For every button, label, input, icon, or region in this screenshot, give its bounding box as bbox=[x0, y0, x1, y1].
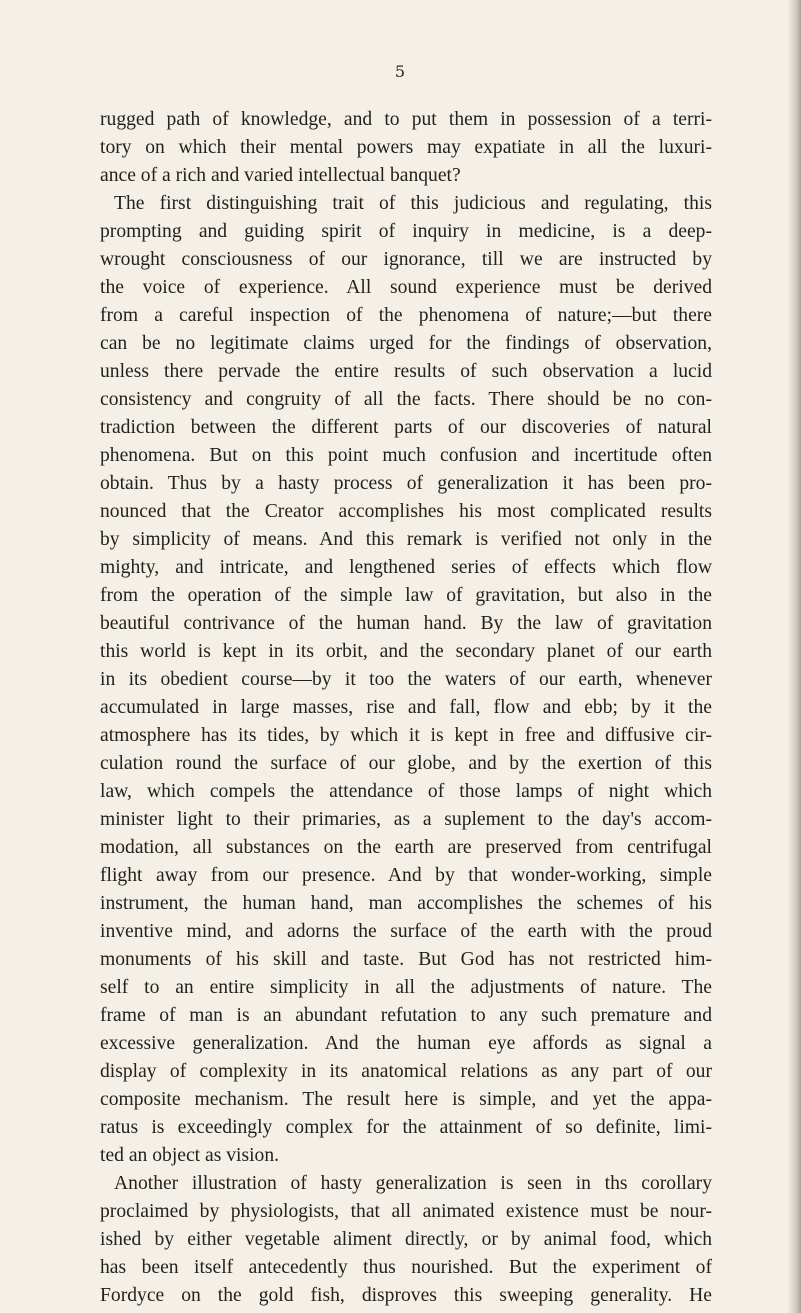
text-line: unless there pervade the entire results of such observation a lucid bbox=[100, 361, 712, 382]
text-line: excessive generalization. And the human eye affords as signal a bbox=[100, 1033, 712, 1054]
text-line: ance of a rich and varied intellectual banquet? bbox=[100, 165, 461, 186]
text-line: rugged path of knowledge, and to put them in possession of a terri- bbox=[100, 109, 712, 130]
text-line: frame of man is an abundant refutation to any such premature and bbox=[100, 1005, 712, 1026]
spine-shadow bbox=[787, 0, 801, 1313]
text-line: ratus is exceedingly complex for the attainment of so definite, limi- bbox=[100, 1117, 712, 1138]
text-line: modation, all substances on the earth are preserved from centrifugal bbox=[100, 837, 712, 858]
text-line: phenomena. But on this point much confusion and incertitude often bbox=[100, 445, 712, 466]
text-line: nounced that the Creator accomplishes his most complicated results bbox=[100, 501, 712, 522]
text-line: mighty, and intricate, and lengthened series of effects which flow bbox=[100, 557, 712, 578]
text-line: prompting and guiding spirit of inquiry in medicine, is a deep- bbox=[100, 221, 712, 242]
text-line: composite mechanism. The result here is simple, and yet the appa- bbox=[100, 1089, 712, 1110]
text-line: tradiction between the different parts of our discoveries of natural bbox=[100, 417, 712, 438]
text-line: instrument, the human hand, man accomplishes the schemes of his bbox=[100, 893, 712, 914]
text-line: minister light to their primaries, as a suplement to the day's accom- bbox=[100, 809, 712, 830]
body-text bbox=[100, 106, 712, 1310]
text-line: self to an entire simplicity in all the adjustments of nature. The bbox=[100, 977, 712, 998]
text-line: accumulated in large masses, rise and fall, flow and ebb; by it the bbox=[100, 697, 712, 718]
paragraph-start-line: Another illustration of hasty generalization is seen in ths corollary bbox=[114, 1173, 712, 1194]
text-line: the voice of experience. All sound experience must be derived bbox=[100, 277, 712, 298]
text-line: in its obedient course—by it too the waters of our earth, whenever bbox=[100, 669, 712, 690]
text-line: can be no legitimate claims urged for the findings of observation, bbox=[100, 333, 712, 354]
page-number: 5 bbox=[394, 62, 406, 81]
text-line: from the operation of the simple law of gravitation, but also in the bbox=[100, 585, 712, 606]
text-line: Fordyce on the gold fish, disproves this sweeping generality. He bbox=[100, 1285, 712, 1306]
text-line: inventive mind, and adorns the surface of the earth with the proud bbox=[100, 921, 712, 942]
paragraph-start-line: The first distinguishing trait of this judicious and regulating, this bbox=[114, 193, 712, 214]
text-line: law, which compels the attendance of those lamps of night which bbox=[100, 781, 712, 802]
text-line: this world is kept in its orbit, and the secondary planet of our earth bbox=[100, 641, 712, 662]
text-line: display of complexity in its anatomical relations as any part of our bbox=[100, 1061, 712, 1082]
text-line: obtain. Thus by a hasty process of generalization it has been pro- bbox=[100, 473, 712, 494]
text-line: beautiful contrivance of the human hand. By the law of gravitation bbox=[100, 613, 712, 634]
text-line: culation round the surface of our globe, and by the exertion of this bbox=[100, 753, 712, 774]
text-line: proclaimed by physiologists, that all animated existence must be nour- bbox=[100, 1201, 712, 1222]
text-line: ted an object as vision. bbox=[100, 1145, 280, 1166]
text-line: wrought consciousness of our ignorance, till we are instructed by bbox=[100, 249, 712, 270]
text-line: consistency and congruity of all the facts. There should be no con- bbox=[100, 389, 712, 410]
text-line: by simplicity of means. And this remark is verified not only in the bbox=[100, 529, 712, 550]
text-line: tory on which their mental powers may expatiate in all the luxuri- bbox=[100, 137, 712, 158]
text-line: ished by either vegetable aliment directly, or by animal food, which bbox=[100, 1229, 712, 1250]
text-line: has been itself antecedently thus nourished. But the experiment of bbox=[100, 1257, 712, 1278]
text-line: monuments of his skill and taste. But God has not restricted him- bbox=[100, 949, 712, 970]
text-line: flight away from our presence. And by that wonder-working, simple bbox=[100, 865, 712, 886]
text-line: atmosphere has its tides, by which it is kept in free and diffusive cir- bbox=[100, 725, 712, 746]
text-line: from a careful inspection of the phenomena of nature;—but there bbox=[100, 305, 712, 326]
